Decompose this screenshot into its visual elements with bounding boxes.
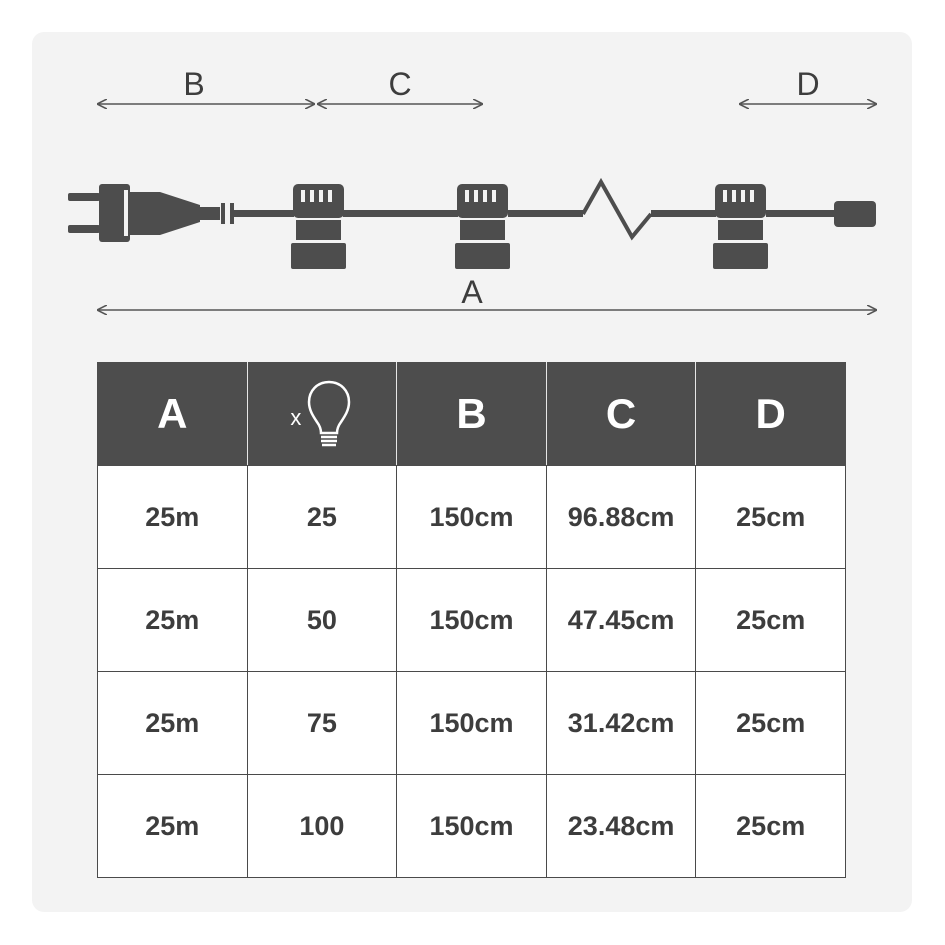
dimension-a-label: A <box>461 274 483 310</box>
table-row <box>98 775 846 878</box>
cable-break-icon <box>583 182 651 237</box>
table-header-row <box>98 363 846 466</box>
header-bulbs <box>247 363 397 466</box>
cell-d: 25cm <box>696 569 846 672</box>
cell-b: 150cm <box>397 775 547 878</box>
cell-c: 47.45cm <box>546 569 696 672</box>
end-cap <box>834 201 876 227</box>
dimension-d-label: D <box>796 66 820 102</box>
table-row <box>98 672 846 775</box>
cell-bulbs: 50 <box>247 569 397 672</box>
table-row <box>98 569 846 672</box>
cell-bulbs: 100 <box>247 775 397 878</box>
header-b: B <box>397 363 547 466</box>
plug-icon <box>68 184 234 242</box>
cell-a: 25m <box>98 569 248 672</box>
cell-bulbs: 75 <box>247 672 397 775</box>
cell-d: 25cm <box>696 672 846 775</box>
cell-c: 31.42cm <box>546 672 696 775</box>
dimension-b <box>98 66 314 104</box>
header-a: A <box>98 363 248 466</box>
bulbs-prefix: x <box>290 405 302 430</box>
cell-b: 150cm <box>397 466 547 569</box>
cell-b: 150cm <box>397 672 547 775</box>
bulb-socket-2 <box>455 184 510 269</box>
spec-table <box>97 362 846 878</box>
cell-c: 23.48cm <box>546 775 696 878</box>
cell-bulbs: 25 <box>247 466 397 569</box>
table-row <box>98 466 846 569</box>
dimension-c-label: C <box>388 66 412 102</box>
dimension-d <box>740 66 876 104</box>
header-d: D <box>696 363 846 466</box>
cell-c: 96.88cm <box>546 466 696 569</box>
bulb-socket-3 <box>713 184 768 269</box>
cell-d: 25cm <box>696 466 846 569</box>
dimension-b-label: B <box>183 66 205 102</box>
string-light-diagram <box>0 0 945 340</box>
header-c: C <box>546 363 696 466</box>
bulb-socket-1 <box>291 184 346 269</box>
cell-d: 25cm <box>696 775 846 878</box>
cell-a: 25m <box>98 466 248 569</box>
lightbulb-icon <box>305 378 353 450</box>
cell-a: 25m <box>98 775 248 878</box>
cell-b: 150cm <box>397 569 547 672</box>
dimension-a <box>98 274 876 310</box>
dimension-c <box>318 66 482 104</box>
cell-a: 25m <box>98 672 248 775</box>
